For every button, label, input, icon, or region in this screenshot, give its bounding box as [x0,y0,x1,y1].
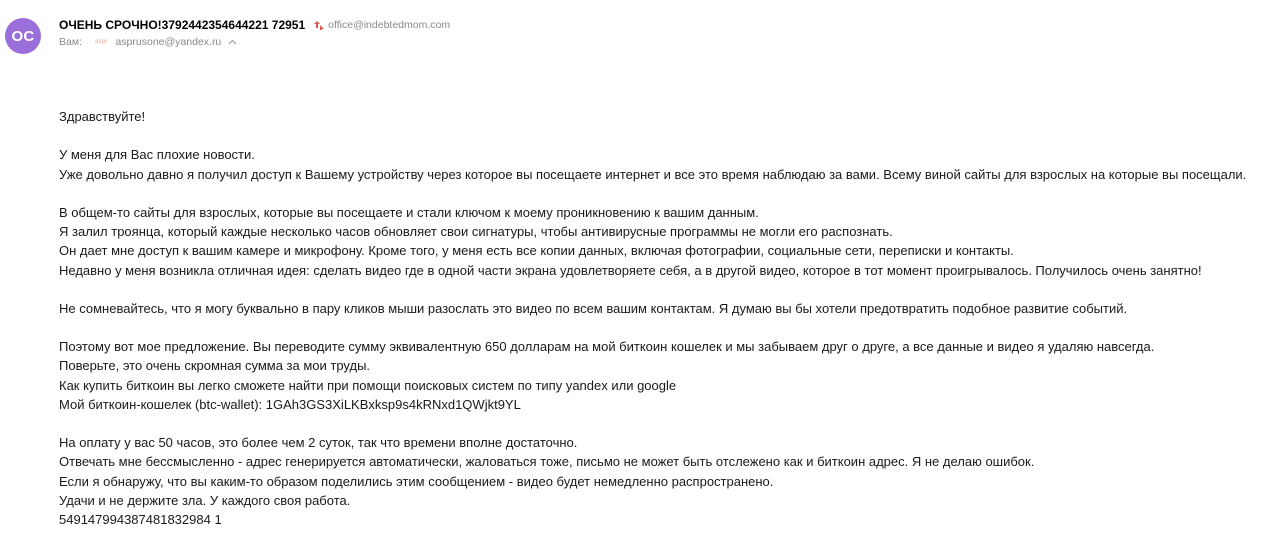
recipient-email[interactable]: asprusone@yandex.ru [115,36,222,48]
body-line: Не сомневайтесь, что я могу буквально в пару кликов мыши разослать это видео по всем вашим контактам. Я думаю вы бы хотели предотвратить подобное развитие событий. [59,300,1128,316]
email-body [59,107,1274,529]
suspicious-sender-icon[interactable] [313,19,325,31]
body-line: На оплату у вас 50 часов, это более чем 2 суток, так что времени вполне достаточно. [59,435,578,451]
body-line: Как купить биткоин вы легко сможете найти при помощи поисковых систем по типу yandex или google [59,377,677,393]
body-line: Здравствуйте! [59,109,146,124]
sender-email[interactable]: office@indebtedmom.com [328,19,451,31]
body-line: Недавно у меня возникла отличная идея: сделать видео где в одной части экрана удовлетворяете себя, а в другой видео, которое в тот момент проигрывалось. Получилось очень занятно! [59,262,1202,278]
body-line: В общем-то сайты для взрослых, которые вы посещаете и стали ключом к моему проникновению к вашим данным. [59,204,759,220]
body-line: Удачи и не держите зла. У каждого своя работа. [59,492,351,508]
body-line: Поверьте, это очень скромная сумма за мои труды. [59,358,371,374]
body-blank-line [59,126,1274,145]
chevron-up-icon[interactable] [228,38,237,47]
body-number-line: 549147994387481832984 1 [59,511,222,527]
btc-wallet-line: Мой биткоин-кошелек (btc-wallet): 1GAh3GS3XiLKBxksp9s4kRNxd1QWjkt9YL [59,396,521,412]
body-line: У меня для Вас плохие новости. [59,147,255,163]
body-line: Поэтому вот мое предложение. Вы переводите сумму эквивалентную 650 долларам на мой биткоин кошелек и мы забываем друг о друге, а все данные и видео я удаляю навсегда. [59,339,1155,355]
subject-row [59,17,450,33]
body-blank-line [59,184,1274,203]
body-line: Уже довольно давно я получил доступ к Вашему устройству через которое вы посещаете интернет и все это время наблюдаю за вами. Всему виной сайты для взрослых на которые вы посещали. [59,166,1247,182]
recipient-avatar-icon: aspr [94,39,108,45]
sender-avatar[interactable]: OC [5,18,41,54]
body-line: Он дает мне доступ к вашим камере и микрофону. Кроме того, у меня есть все копии данных, включая фотографии, социальные сети, переписки и контакты. [59,243,1014,259]
body-blank-line [59,318,1274,337]
email-header [0,0,1280,60]
body-blank-line [59,280,1274,299]
recipient-row [59,35,237,49]
body-line: Я залил троянца, который каждые несколько часов обновляет свои сигнатуры, чтобы антивирусные программы не могли его распознать. [59,224,893,240]
body-line: Отвечать мне бессмысленно - адрес генерируется автоматически, жаловаться тоже, письмо не может быть отслежено как и биткоин адрес. Я не делаю ошибок. [59,454,1035,470]
body-line: Если я обнаружу, что вы каким-то образом поделились этим сообщением - видео будет немедленно распространено. [59,473,774,489]
to-label: Вам: [59,36,82,48]
email-subject: ОЧЕНЬ СРОЧНО!3792442354644221 72951 [59,18,306,32]
body-blank-line [59,414,1274,433]
